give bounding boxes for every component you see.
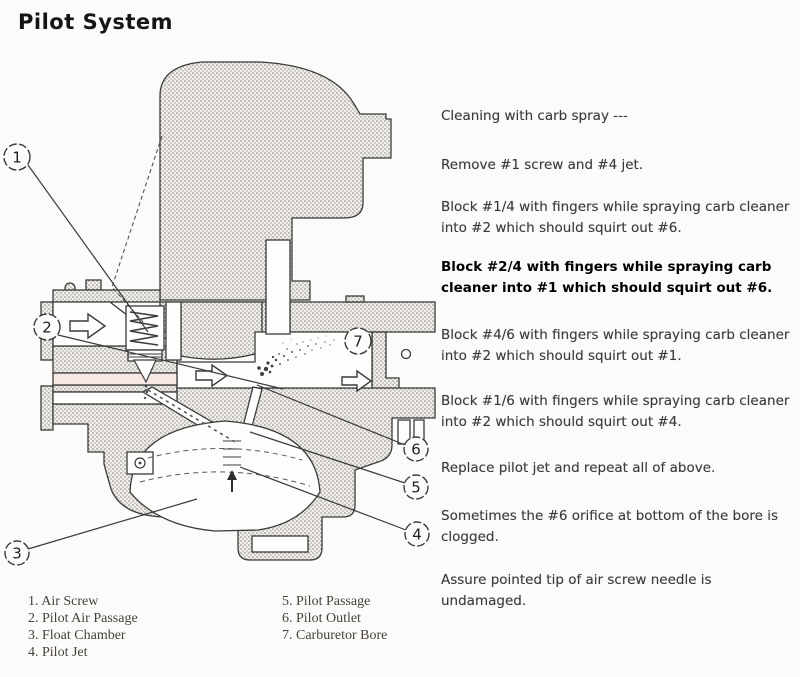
instruction-paragraph: Remove #1 screw and #4 jet.: [441, 157, 644, 173]
instruction-paragraph: Cleaning with carb spray ---: [441, 108, 628, 124]
legend-column-2: [282, 593, 387, 644]
legend-item-pilot-air-passage: 2. Pilot Air Passage: [28, 611, 138, 626]
legend-column-1: [28, 593, 138, 661]
instruction-paragraph: Block #4/6 with fingers while spraying carb cleaner into #2 which should squirt out #1.: [441, 327, 790, 364]
callout-5-number: 5: [411, 478, 421, 497]
callout-4-number: 4: [412, 525, 422, 544]
instruction-paragraph: Block #1/4 with fingers while spraying carb cleaner into #2 which should squirt out #6.: [441, 199, 790, 236]
callout-5: [404, 475, 428, 499]
legend-item-carburetor-bore: 7. Carburetor Bore: [282, 628, 388, 643]
legend-item-air-screw: 1. Air Screw: [28, 594, 99, 609]
callout-1-number: 1: [12, 148, 22, 167]
legend-item-pilot-outlet: 6. Pilot Outlet: [282, 611, 361, 626]
instruction-paragraph: Sometimes the #6 orifice at bottom of the bore is clogged.: [441, 508, 779, 545]
callout-6-number: 6: [411, 440, 421, 459]
callout-2: [34, 314, 60, 340]
throttle-slide: [181, 302, 262, 359]
callout-3-number: 3: [12, 544, 22, 563]
callout-4: [405, 522, 429, 546]
instruction-paragraph-emphasis: Block #2/4 with fingers while spraying carb cleaner into #1 which should squirt out #6.: [441, 259, 773, 296]
callout-3: [5, 541, 29, 565]
callout-1: [4, 144, 30, 170]
legend-item-float-chamber: 3. Float Chamber: [28, 628, 126, 643]
callout-2-number: 2: [42, 318, 52, 337]
callout-7: [345, 328, 371, 354]
legend-item-pilot-passage: 5. Pilot Passage: [282, 594, 371, 609]
callout-6: [404, 437, 428, 461]
pilot-air-passage: [53, 373, 177, 385]
instruction-paragraph: Replace pilot jet and repeat all of above.: [441, 460, 716, 476]
instruction-paragraph: Assure pointed tip of air screw needle is undamaged.: [441, 572, 712, 609]
callout-7-number: 7: [353, 332, 363, 351]
page-title: Pilot System: [18, 10, 174, 34]
legend-item-pilot-jet: 4. Pilot Jet: [28, 645, 88, 660]
instruction-paragraph: Block #1/6 with fingers while spraying carb cleaner into #2 which should squirt out #4.: [441, 393, 790, 430]
